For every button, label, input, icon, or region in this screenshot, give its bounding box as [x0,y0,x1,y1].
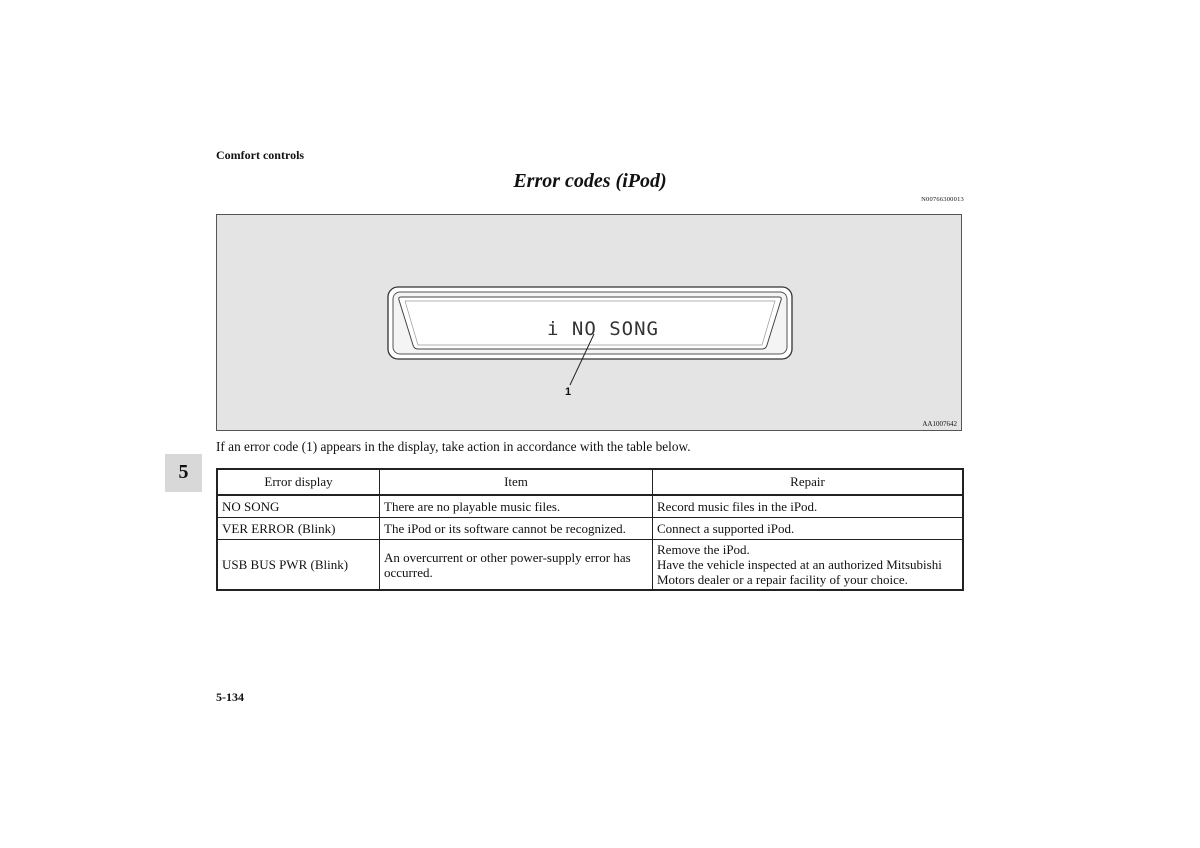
repair-cell [653,518,964,540]
chapter-tab [165,454,202,492]
repair-line: Remove the iPod. [657,542,750,557]
error-display-cell: USB BUS PWR (Blink) [217,540,380,591]
item-cell: There are no playable music files. [380,495,653,518]
callout-number: 1 [565,386,572,398]
section-header: Comfort controls [216,148,305,162]
error-codes-table [216,468,964,591]
item-cell: An overcurrent or other power-supply error has occurred. [380,540,653,591]
repair-cell [653,495,964,518]
column-header-repair: Repair [653,469,964,495]
display-illustration [216,214,962,431]
chapter-number: 5 [178,461,189,483]
page-title: Error codes (iPod) [513,170,667,192]
repair-line: Have the vehicle inspected at an authorized Mitsubishi Motors dealer or a repair facility of your choice. [657,557,942,587]
repair-line: Connect a supported iPod. [657,521,795,536]
figure-code: AA1007642 [922,420,957,428]
table-header-row [217,469,963,495]
table-row [217,540,963,591]
intro-paragraph: If an error code (1) appears in the display, take action in accordance with the table below. [216,439,691,454]
table-row [217,495,963,518]
document-code: N00766300013 [921,196,964,203]
error-display-cell: NO SONG [217,495,380,518]
column-header-error-display: Error display [217,469,380,495]
repair-cell [653,540,964,591]
column-header-item: Item [380,469,653,495]
error-display-cell: VER ERROR (Blink) [217,518,380,540]
repair-line: Record music files in the iPod. [657,499,818,514]
display-error-text: i NO SONG [547,318,659,340]
table-row [217,518,963,540]
item-cell: The iPod or its software cannot be recognized. [380,518,653,540]
page-number: 5-134 [216,690,244,704]
